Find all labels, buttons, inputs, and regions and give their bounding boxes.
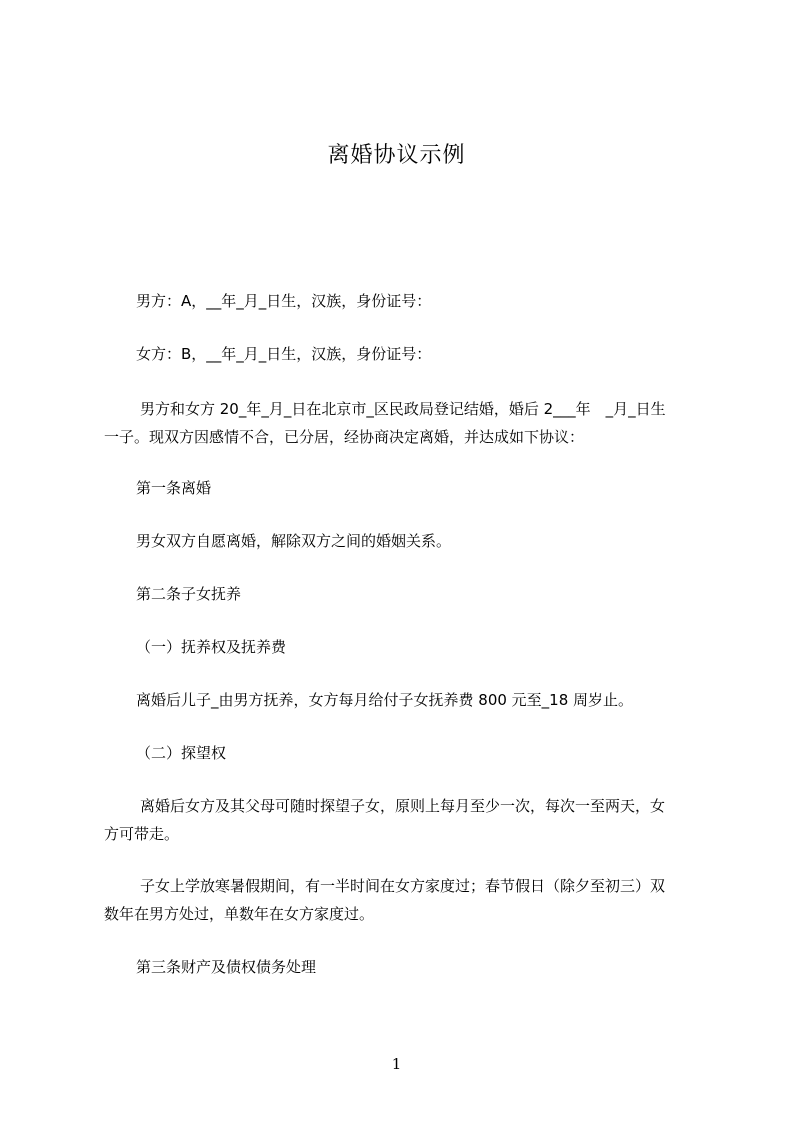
paragraph-line: 男方和女方 20_年_月_日在北京市_区民政局登记结婚，婚后 2___年 _月_日生 xyxy=(140,400,666,418)
paragraph-line: 方可带走。 xyxy=(104,825,180,843)
paragraph-line: 第一条离婚 xyxy=(136,479,212,497)
paragraph-line: （一）抚养权及抚养费 xyxy=(136,638,287,656)
paragraph-marriage-info xyxy=(104,395,706,451)
paragraph-line: 一子。现双方因感情不合，已分居，经协商决定离婚，并达成如下协议： xyxy=(104,428,585,446)
heading-article-1 xyxy=(104,474,738,502)
paragraph-line: （二）探望权 xyxy=(136,744,227,762)
paragraph-line: 男方：A，__年_月_日生，汉族，身份证号： xyxy=(136,292,432,310)
paragraph-female-party xyxy=(104,340,738,368)
paragraph-custody xyxy=(104,686,738,714)
paragraph-line: 离婚后儿子_由男方抚养，女方每月给付子女抚养费 800 元至_18 周岁止。 xyxy=(136,691,634,709)
paragraph-line: 女方：B，__年_月_日生，汉族，身份证号： xyxy=(136,345,432,363)
paragraph-divorce xyxy=(104,527,738,555)
heading-custody xyxy=(104,633,738,661)
paragraph-visitation xyxy=(104,792,706,848)
paragraph-holidays xyxy=(104,872,706,928)
paragraph-line: 男女双方自愿离婚，解除双方之间的婚姻关系。 xyxy=(136,532,452,550)
paragraph-line: 数年在男方处过，单数年在女方家度过。 xyxy=(104,905,375,923)
paragraph-line: 离婚后女方及其父母可随时探望子女，原则上每月至少一次，每次一至两天，女 xyxy=(140,797,666,815)
paragraph-line: 子女上学放寒暑假期间，有一半时间在女方家度过；春节假日（除夕至初三）双 xyxy=(140,877,666,895)
paragraph-line: 第三条财产及债权债务处理 xyxy=(136,958,317,976)
heading-article-3 xyxy=(104,953,738,981)
document-title: 离婚协议示例 xyxy=(327,143,466,168)
heading-visitation xyxy=(104,739,738,767)
heading-article-2 xyxy=(104,580,738,608)
page-number: 1 xyxy=(391,1055,402,1073)
paragraph-line: 第二条子女抚养 xyxy=(136,585,242,603)
paragraph-male-party xyxy=(104,287,738,315)
